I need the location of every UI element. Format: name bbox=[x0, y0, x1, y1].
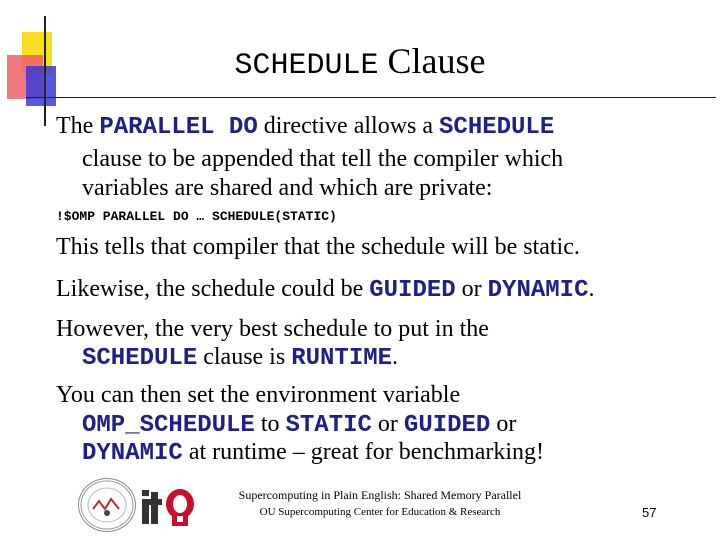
seal-logo-icon bbox=[78, 478, 136, 532]
p4-line2 bbox=[82, 343, 398, 373]
p2-line: This tells that compiler that the schedule will be static. bbox=[56, 234, 580, 260]
slide-title bbox=[0, 40, 720, 83]
p3-text3: . bbox=[588, 276, 595, 302]
p5-code3: GUIDED bbox=[403, 412, 491, 439]
p4-text2: . bbox=[392, 344, 399, 370]
p4-text1: clause is bbox=[197, 344, 292, 370]
p5-line2 bbox=[82, 410, 516, 440]
p5-code4: DYNAMIC bbox=[82, 440, 183, 467]
p5-text2: or bbox=[371, 411, 404, 437]
p1-text2: directive allows a bbox=[257, 113, 440, 139]
p5-text3: or bbox=[490, 411, 517, 437]
p5-text4: at runtime – great for benchmarking! bbox=[182, 439, 545, 465]
title-code: SCHEDULE bbox=[234, 49, 379, 83]
p1-code2: SCHEDULE bbox=[439, 114, 555, 141]
itou-logo-icon bbox=[140, 482, 202, 528]
p1-line1 bbox=[56, 112, 554, 142]
p5-code1: OMP_SCHEDULE bbox=[82, 412, 255, 439]
footer-line1: Supercomputing in Plain English: Shared Memory Parallel bbox=[238, 488, 522, 502]
page-number: 57 bbox=[642, 505, 657, 520]
p1-code1: PARALLEL DO bbox=[99, 114, 258, 141]
decor-horizontal-line bbox=[26, 97, 716, 98]
p5-line3 bbox=[82, 438, 544, 468]
p5-text1: to bbox=[254, 411, 286, 437]
p3-code2: DYNAMIC bbox=[487, 277, 589, 304]
p3-line bbox=[56, 275, 594, 305]
p3-code1: GUIDED bbox=[369, 277, 456, 304]
p1-line2: clause to be appended that tell the compiler which bbox=[82, 146, 564, 172]
code-example: !$OMP PARALLEL DO … SCHEDULE(STATIC) bbox=[56, 209, 337, 224]
p4-line1: However, the very best schedule to put in the bbox=[56, 316, 489, 342]
title-text: Clause bbox=[387, 41, 486, 81]
p4-code1: SCHEDULE bbox=[82, 345, 198, 372]
p1-line3: variables are shared and which are private: bbox=[82, 175, 493, 201]
p5-code2: STATIC bbox=[285, 412, 372, 439]
p4-code2: RUNTIME bbox=[291, 345, 393, 372]
p3-text2: or bbox=[455, 276, 488, 302]
p1-text1: The bbox=[56, 113, 100, 139]
p5-line1: You can then set the environment variable bbox=[56, 382, 461, 408]
p3-text1: Likewise, the schedule could be bbox=[56, 276, 370, 302]
footer-line2: OU Supercomputing Center for Education & Research bbox=[259, 506, 501, 518]
